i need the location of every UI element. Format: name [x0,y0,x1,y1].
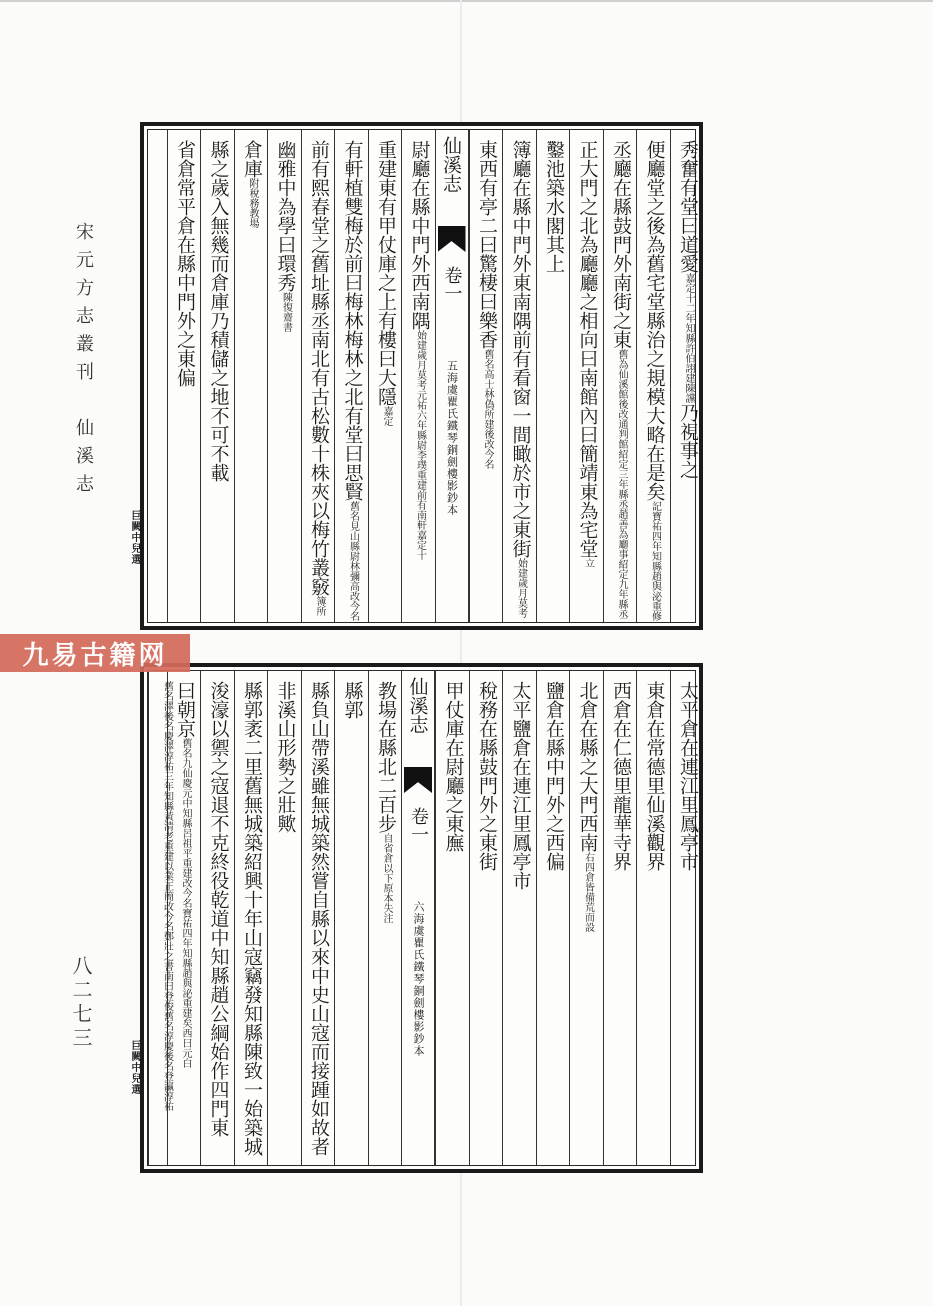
interlinear-note: 嘉定 [381,406,392,426]
interlinear-note: 始建歲月莫考元祐六年縣尉李璞重建前有南軒嘉定十 [414,330,426,560]
column-text: 稅務在縣鼓門外之東街 [476,681,498,871]
fold-title: 仙溪志 [406,677,429,734]
column-text: 縣之歲入無幾而倉庫乃積儲之地不可不載 [207,140,230,482]
text-column [301,671,335,1165]
fold-column [401,671,435,1165]
text-column [234,130,268,622]
column-text: 便廳堂之後為舊宅堂縣治之規模大略在是矣 [643,140,666,501]
text-column [368,671,402,1165]
column-text: 縣負山帶溪雖無城築然嘗自縣以來中史山寇而接踵如故者 [308,681,330,1156]
interlinear-note: 陳復齋書 [280,292,292,332]
interlinear-note: 簿所 [314,596,325,616]
fold-volume: 卷一 [408,807,429,843]
text-column [334,671,368,1165]
column-text: 有軒植雙梅於前曰梅林梅林之北有堂曰思賢 [341,140,364,501]
lower-page [140,663,703,1173]
scan-top-edge [0,0,933,2]
column-text: 秀奮有堂曰道愛 [677,140,699,273]
interlinear-note: 舊名高士林偽所建後改今名 [482,349,493,469]
column-text: 前有熙春堂之舊址縣丞南北有古松數十株夾以梅竹叢竅 [308,140,330,596]
side-stamp: 巨闕中兒選 [129,510,140,565]
text-column [670,130,704,622]
interlinear-note: 舊為仙溪館後改通判館紹定三年縣丞趙善為廳事紹定九年縣丞 [616,349,627,619]
text-column [167,130,201,622]
text-column [200,130,234,622]
interlinear-note: 舊名見山縣尉林彌高改今名 [347,501,359,621]
column-text: 正大門之北為廳廳之相向曰南館內曰簡靖東為宅堂 [576,140,599,558]
interlinear-note: 附稅務教場 [247,178,258,228]
text-column [301,130,335,622]
column-text: 尉廳在縣中門外西南隅 [408,140,431,330]
text-column [670,671,704,1165]
column-text: 北倉在縣之大門西南 [576,681,599,852]
interlinear-note: 舊名澤後名慶澤淳祐三年知縣黃清老重建以業正簡改今名鄭壯之書南曰登俊舊名淳慶後名登瀛淳祐 [161,681,173,1111]
text-column [569,671,603,1165]
interlinear-note: 舊名九仙慶元中知縣呂祖平重建改今名寶祐四年知縣趙與泌重建矣西曰元白 [180,738,191,1068]
text-column [148,671,182,1165]
column-text: 甲仗庫在尉廳之東廡 [442,681,465,852]
column-text: 東倉在常德里仙溪觀界 [643,681,666,871]
text-column [502,130,536,622]
column-text: 乃視事之 [677,403,699,479]
interlinear-note: 立 [582,558,594,568]
column-text: 東西有亭二曰驚棲曰樂香 [476,140,498,349]
series-title: 宋元方志叢刊 仙溪志 [73,222,94,502]
column-text: 曰朝京 [174,681,196,738]
text-column [200,671,234,1165]
interlinear-note: 右四倉皆備荒而設 [582,852,594,932]
fish-tail-mark [438,226,466,252]
column-text: 西倉在仁德里龍華寺界 [610,681,632,871]
column-text: 太平鹽倉在連江里鳳亭市 [509,681,532,890]
watermark-banner: 九易古籍网 [0,634,190,672]
text-column [234,671,268,1165]
column-text: 鹽倉在縣中門外之西偏 [543,681,565,871]
text-column [435,671,469,1165]
text-column [401,130,435,622]
column-text: 縣郭袤二里舊無城築紹興十年山寇竊發知縣陳致一始築城 [241,681,263,1156]
text-column [536,671,570,1165]
column-text: 簿廳在縣中門外東南隅前有看窗一間瞰於市之東街 [509,140,532,558]
fold-title: 仙溪志 [440,136,462,193]
fold-volume: 卷一 [441,266,463,302]
text-column [502,671,536,1165]
column-text: 縣郭 [341,681,364,719]
upper-page [140,122,703,630]
fish-tail-mark [404,767,432,793]
column-text: 浚濠以禦之寇退不克終役乾道中知縣趙公綱始作四門東 [207,681,230,1137]
text-column [267,671,301,1165]
fold-edition: 五海虞瞿氏鐵琴銅劍樓影鈔本 [445,360,459,516]
text-column [334,130,368,622]
text-column [368,130,402,622]
column-text: 太平倉在連江里鳳亭市 [677,681,699,871]
page-number: 八二七三 [69,955,93,1051]
text-column [536,130,570,622]
interlinear-note: 嘉定十二年知縣許伯詡建陳讜 [683,273,694,403]
interlinear-note: 始建歲月莫考 [515,558,527,618]
upper-page-text-area [147,129,699,623]
text-column [569,130,603,622]
text-column [636,130,670,622]
column-text: 倉庫 [241,140,263,178]
column-text: 教場在縣北二百步 [375,681,397,833]
column-text: 非溪山形勢之壯歟 [274,681,297,833]
lower-page-text-area [147,670,699,1166]
column-text: 幽雅中為學曰環秀 [274,140,297,292]
text-column [603,130,637,622]
text-column [267,130,301,622]
column-text: 鑿池築水閣其上 [543,140,565,273]
fold-edition: 六海虞瞿氏鐵琴銅劍樓影鈔本 [412,901,425,1057]
column-text: 丞廳在縣鼓門外南街之東 [610,140,632,349]
side-stamp: 巨闕中兒選 [129,1040,140,1095]
text-column [469,130,503,622]
interlinear-note: 記寶祐四年知縣趙與泌重修 [649,501,661,621]
text-column [469,671,503,1165]
fold-column [435,130,469,622]
text-column [636,671,670,1165]
text-column [603,671,637,1165]
interlinear-note: 自省倉以下原本失注 [381,833,392,923]
column-text: 省倉常平倉在縣中門外之東偏 [174,140,196,387]
column-text: 重建東有甲仗庫之上有樓曰大隱 [375,140,397,406]
